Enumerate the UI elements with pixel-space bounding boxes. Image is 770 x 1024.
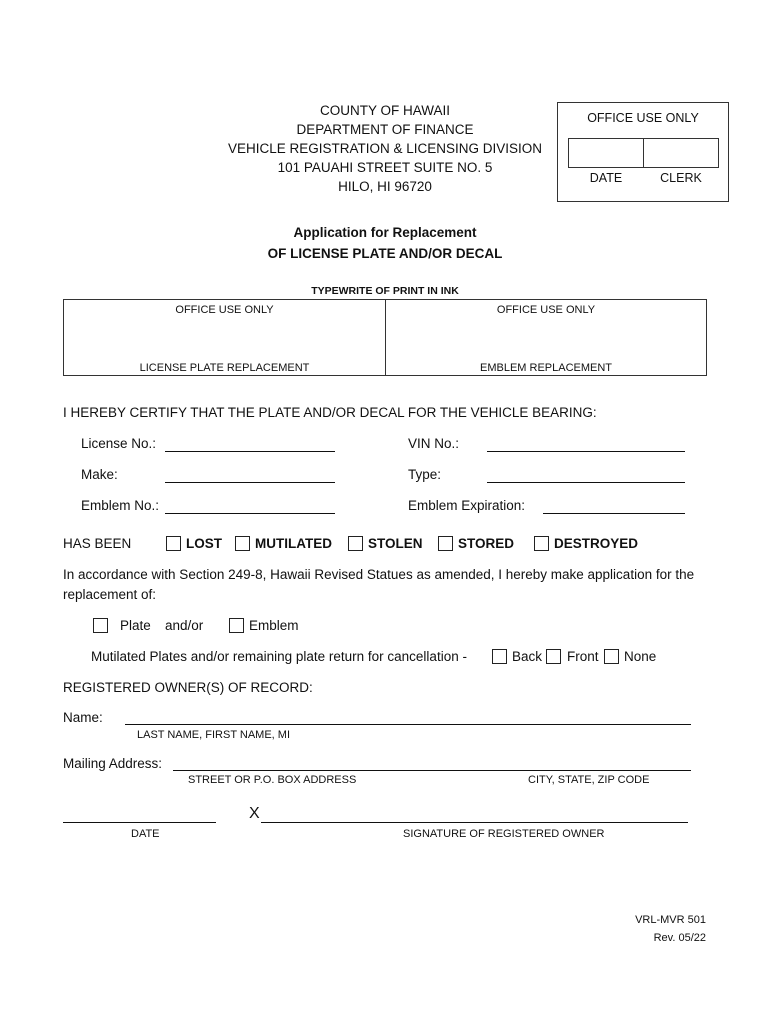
header-city: HILO, HI 96720 [338, 179, 432, 194]
has-been-label: HAS BEEN [63, 536, 132, 551]
emblem-checkbox[interactable] [229, 618, 244, 633]
emblem-no-field[interactable] [165, 513, 335, 514]
office-date-field[interactable] [568, 138, 644, 168]
signature-x-mark: X [249, 805, 260, 822]
stolen-label: STOLEN [368, 536, 423, 551]
accordance-line-2: replacement of: [63, 587, 157, 602]
agency-header [200, 101, 570, 196]
stored-label: STORED [458, 536, 515, 551]
office-clerk-field[interactable] [643, 138, 719, 168]
left-office-title: OFFICE USE ONLY [175, 304, 274, 316]
date-caption: DATE [131, 828, 160, 840]
make-field[interactable] [165, 482, 335, 483]
office-use-box [557, 102, 729, 202]
andor-label: and/or [165, 618, 204, 633]
stolen-checkbox[interactable] [348, 536, 363, 551]
form-title: Application for Replacement [293, 225, 477, 240]
form-subtitle: OF LICENSE PLATE AND/OR DECAL [267, 246, 503, 261]
name-field[interactable] [125, 724, 691, 725]
emblem-label: Emblem [249, 618, 299, 633]
header-street: 101 PAUAHI STREET SUITE NO. 5 [277, 160, 493, 175]
emblem-no-label: Emblem No.: [81, 498, 160, 513]
emblem-expiration-label: Emblem Expiration: [408, 498, 526, 513]
plate-checkbox[interactable] [93, 618, 108, 633]
certify-statement: I HEREBY CERTIFY THAT THE PLATE AND/OR DECAL FOR THE VEHICLE BEARING: [63, 405, 597, 420]
accordance-line-1: In accordance with Section 249-8, Hawaii Revised Statues as amended, I hereby make application for the [63, 567, 695, 582]
office-use-table [63, 299, 707, 376]
revision-date: Rev. 05/22 [653, 932, 706, 944]
mailing-address-field[interactable] [173, 770, 691, 771]
front-label: Front [567, 649, 599, 664]
instruction: TYPEWRITE OF PRINT IN INK [311, 285, 459, 297]
office-date-label: DATE [589, 171, 623, 185]
signature-field[interactable] [261, 822, 688, 823]
license-plate-replacement-caption: LICENSE PLATE REPLACEMENT [139, 362, 310, 374]
city-state-zip-caption: CITY, STATE, ZIP CODE [528, 774, 650, 786]
header-department: DEPARTMENT OF FINANCE [296, 122, 474, 137]
back-checkbox[interactable] [492, 649, 507, 664]
form-number: VRL-MVR 501 [635, 914, 706, 926]
license-no-label: License No.: [81, 436, 157, 451]
lost-checkbox[interactable] [166, 536, 181, 551]
type-field[interactable] [487, 482, 685, 483]
date-field[interactable] [63, 822, 216, 823]
mailing-address-label: Mailing Address: [63, 756, 163, 771]
mutilated-checkbox[interactable] [235, 536, 250, 551]
emblem-replacement-caption: EMBLEM REPLACEMENT [479, 362, 613, 374]
name-caption: LAST NAME, FIRST NAME, MI [137, 729, 291, 741]
back-label: Back [512, 649, 543, 664]
lost-label: LOST [186, 536, 222, 551]
none-checkbox[interactable] [604, 649, 619, 664]
vin-no-label: VIN No.: [408, 436, 460, 451]
signature-caption: SIGNATURE OF REGISTERED OWNER [403, 828, 605, 840]
header-division: VEHICLE REGISTRATION & LICENSING DIVISION [227, 141, 543, 156]
right-office-title: OFFICE USE ONLY [496, 304, 596, 316]
mutilated-return-text: Mutilated Plates and/or remaining plate return for cancellation - [91, 649, 467, 664]
emblem-expiration-field[interactable] [543, 513, 685, 514]
name-label: Name: [63, 710, 103, 725]
type-label: Type: [408, 467, 442, 482]
destroyed-checkbox[interactable] [534, 536, 549, 551]
stored-checkbox[interactable] [438, 536, 453, 551]
office-clerk-label: CLERK [660, 171, 702, 185]
header-county: COUNTY OF HAWAII [319, 103, 450, 118]
registered-owner-heading: REGISTERED OWNER(S) OF RECORD: [63, 680, 313, 695]
destroyed-label: DESTROYED [554, 536, 639, 551]
mutilated-label: MUTILATED [255, 536, 332, 551]
none-label: None [624, 649, 657, 664]
street-caption: STREET OR P.O. BOX ADDRESS [188, 774, 357, 786]
office-use-title: OFFICE USE ONLY [587, 111, 699, 125]
license-no-field[interactable] [165, 451, 335, 452]
front-checkbox[interactable] [546, 649, 561, 664]
plate-label: Plate [120, 618, 151, 633]
make-label: Make: [81, 467, 118, 482]
vin-no-field[interactable] [487, 451, 685, 452]
